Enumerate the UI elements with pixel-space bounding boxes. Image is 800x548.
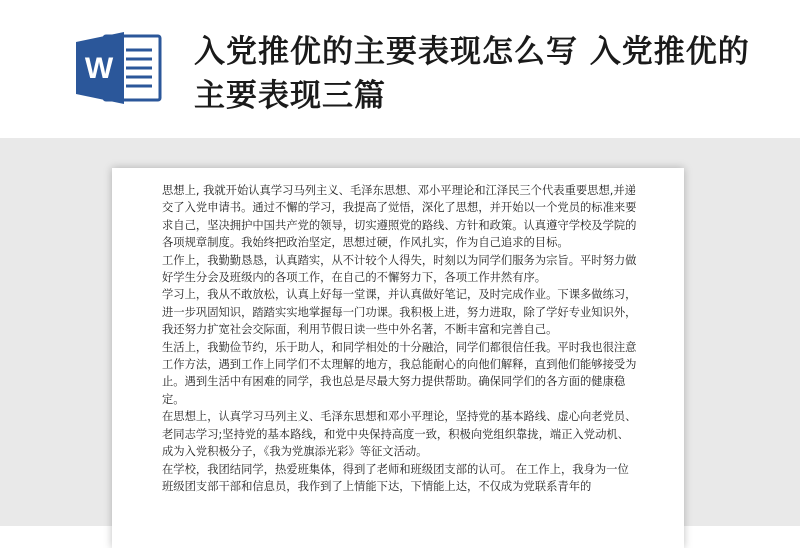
paragraph: 生活上，我勤俭节约，乐于助人，和同学相处的十分融洽，同学们都很信任我。平时我也很注意工作方法，遇到工作上同学们不太理解的地方，我总能耐心的向他们解释，直到他们能够接受为止。遇到生活中有困难的同学，我也总是尽最大努力提供帮助。确保同学们的各方面的健康稳定。 bbox=[162, 340, 637, 406]
document-page bbox=[112, 168, 684, 548]
paragraph: 在思想上，认真学习马列主义、毛泽东思想和邓小平理论，坚持党的基本路线、虚心向老党员、老同志学习;坚持党的基本路线，和党中央保持高度一致，积极向党组织靠拢，端正入党动机、成为入党积极分子，《我为党旗添光彩》等征文活动。 bbox=[162, 410, 637, 459]
word-document-icon bbox=[74, 30, 164, 106]
paragraph: 在学校，我团结同学，热爱班集体，得到了老师和班级团支部的认可。 在工作上，我身为一位班级团支部干部和信息员，我作到了上情能下达，下情能上达，不仅成为党联系青年的 bbox=[162, 462, 629, 493]
paragraph: 学习上，我从不敢放松，认真上好每一堂课，并认真做好笔记，及时完成作业。下课多做练习，进一步巩固知识，踏踏实实地掌握每一门功课。我积极上进，努力进取，除了学好专业知识外，我还努力扩宽社会交际面，利用节假日读一些中外名著，不断丰富和完善自己。 bbox=[162, 288, 637, 337]
paragraph: 思想上, 我就开始认真学习马列主义、毛泽东思想、邓小平理论和江泽民三个代表重要思想,并递交了入党申请书。通过不懈的学习，我提高了觉悟，深化了思想，并开始以一个党员的标准来要求自己，坚决拥护中国共产党的领导，切实遵照党的路线、方针和政策。认真遵守学校及学院的各项规章制度。我始终把政治坚定，思想过硬，作风扎实，作为自己追求的目标。 bbox=[162, 184, 637, 250]
header bbox=[0, 0, 800, 155]
paragraph: 工作上，我勤勤恳恳，认真踏实，从不计较个人得失，时刻以为同学们服务为宗旨。平时努力做好学生分会及班级内的各项工作，在自己的不懈努力下，各项工作井然有序。 bbox=[162, 253, 637, 285]
document-body bbox=[162, 182, 640, 495]
logo-letter: W bbox=[84, 52, 114, 85]
page-title: 入党推优的主要表现怎么写 入党推优的主要表现三篇 bbox=[194, 34, 750, 114]
